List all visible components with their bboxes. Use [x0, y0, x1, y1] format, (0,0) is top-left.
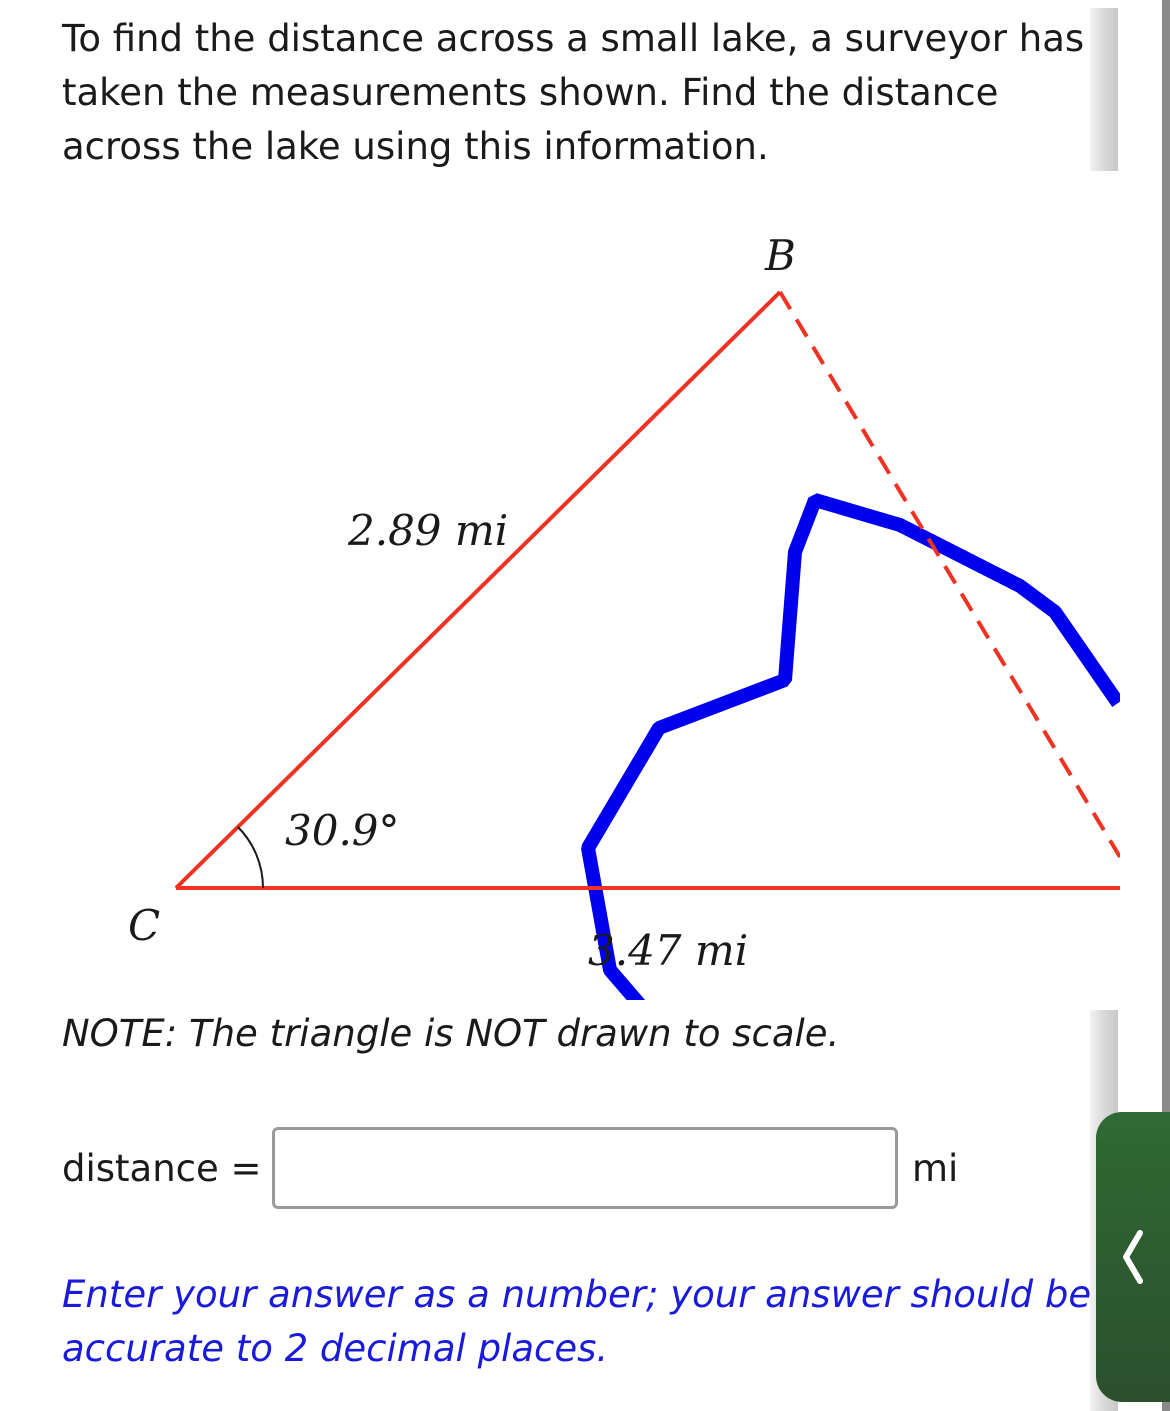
side-cb-length-label: 2.89 mi [348, 506, 509, 555]
lake-outline [588, 500, 1118, 1000]
side-ca-length-label: 3.47 mi [588, 926, 749, 975]
angle-c-label: 30.9° [285, 806, 400, 855]
distance-label: distance = [62, 1146, 262, 1190]
answer-row [62, 1124, 958, 1212]
answer-hint: Enter your answer as a number; your answer should be accurate to 2 decimal places. [62, 1273, 1092, 1370]
side-ab-dashed [780, 292, 1120, 857]
triangle-diagram [0, 200, 1120, 1000]
chevron-left-icon [1120, 1229, 1144, 1285]
side-panel-toggle[interactable] [1096, 1112, 1170, 1402]
scroll-shade-top [1090, 8, 1118, 171]
angle-arc [238, 827, 263, 888]
question-text: To find the distance across a small lake, a surveyor has taken the measurements shown. Find the distance across the lake using this information. [62, 17, 1085, 168]
unit-label: mi [912, 1146, 959, 1190]
note-text: NOTE: The triangle is NOT drawn to scale. [62, 1012, 840, 1055]
distance-input[interactable] [272, 1127, 898, 1209]
vertex-b-label: B [765, 231, 796, 280]
vertex-c-label: C [128, 901, 161, 950]
side-cb [176, 292, 780, 888]
